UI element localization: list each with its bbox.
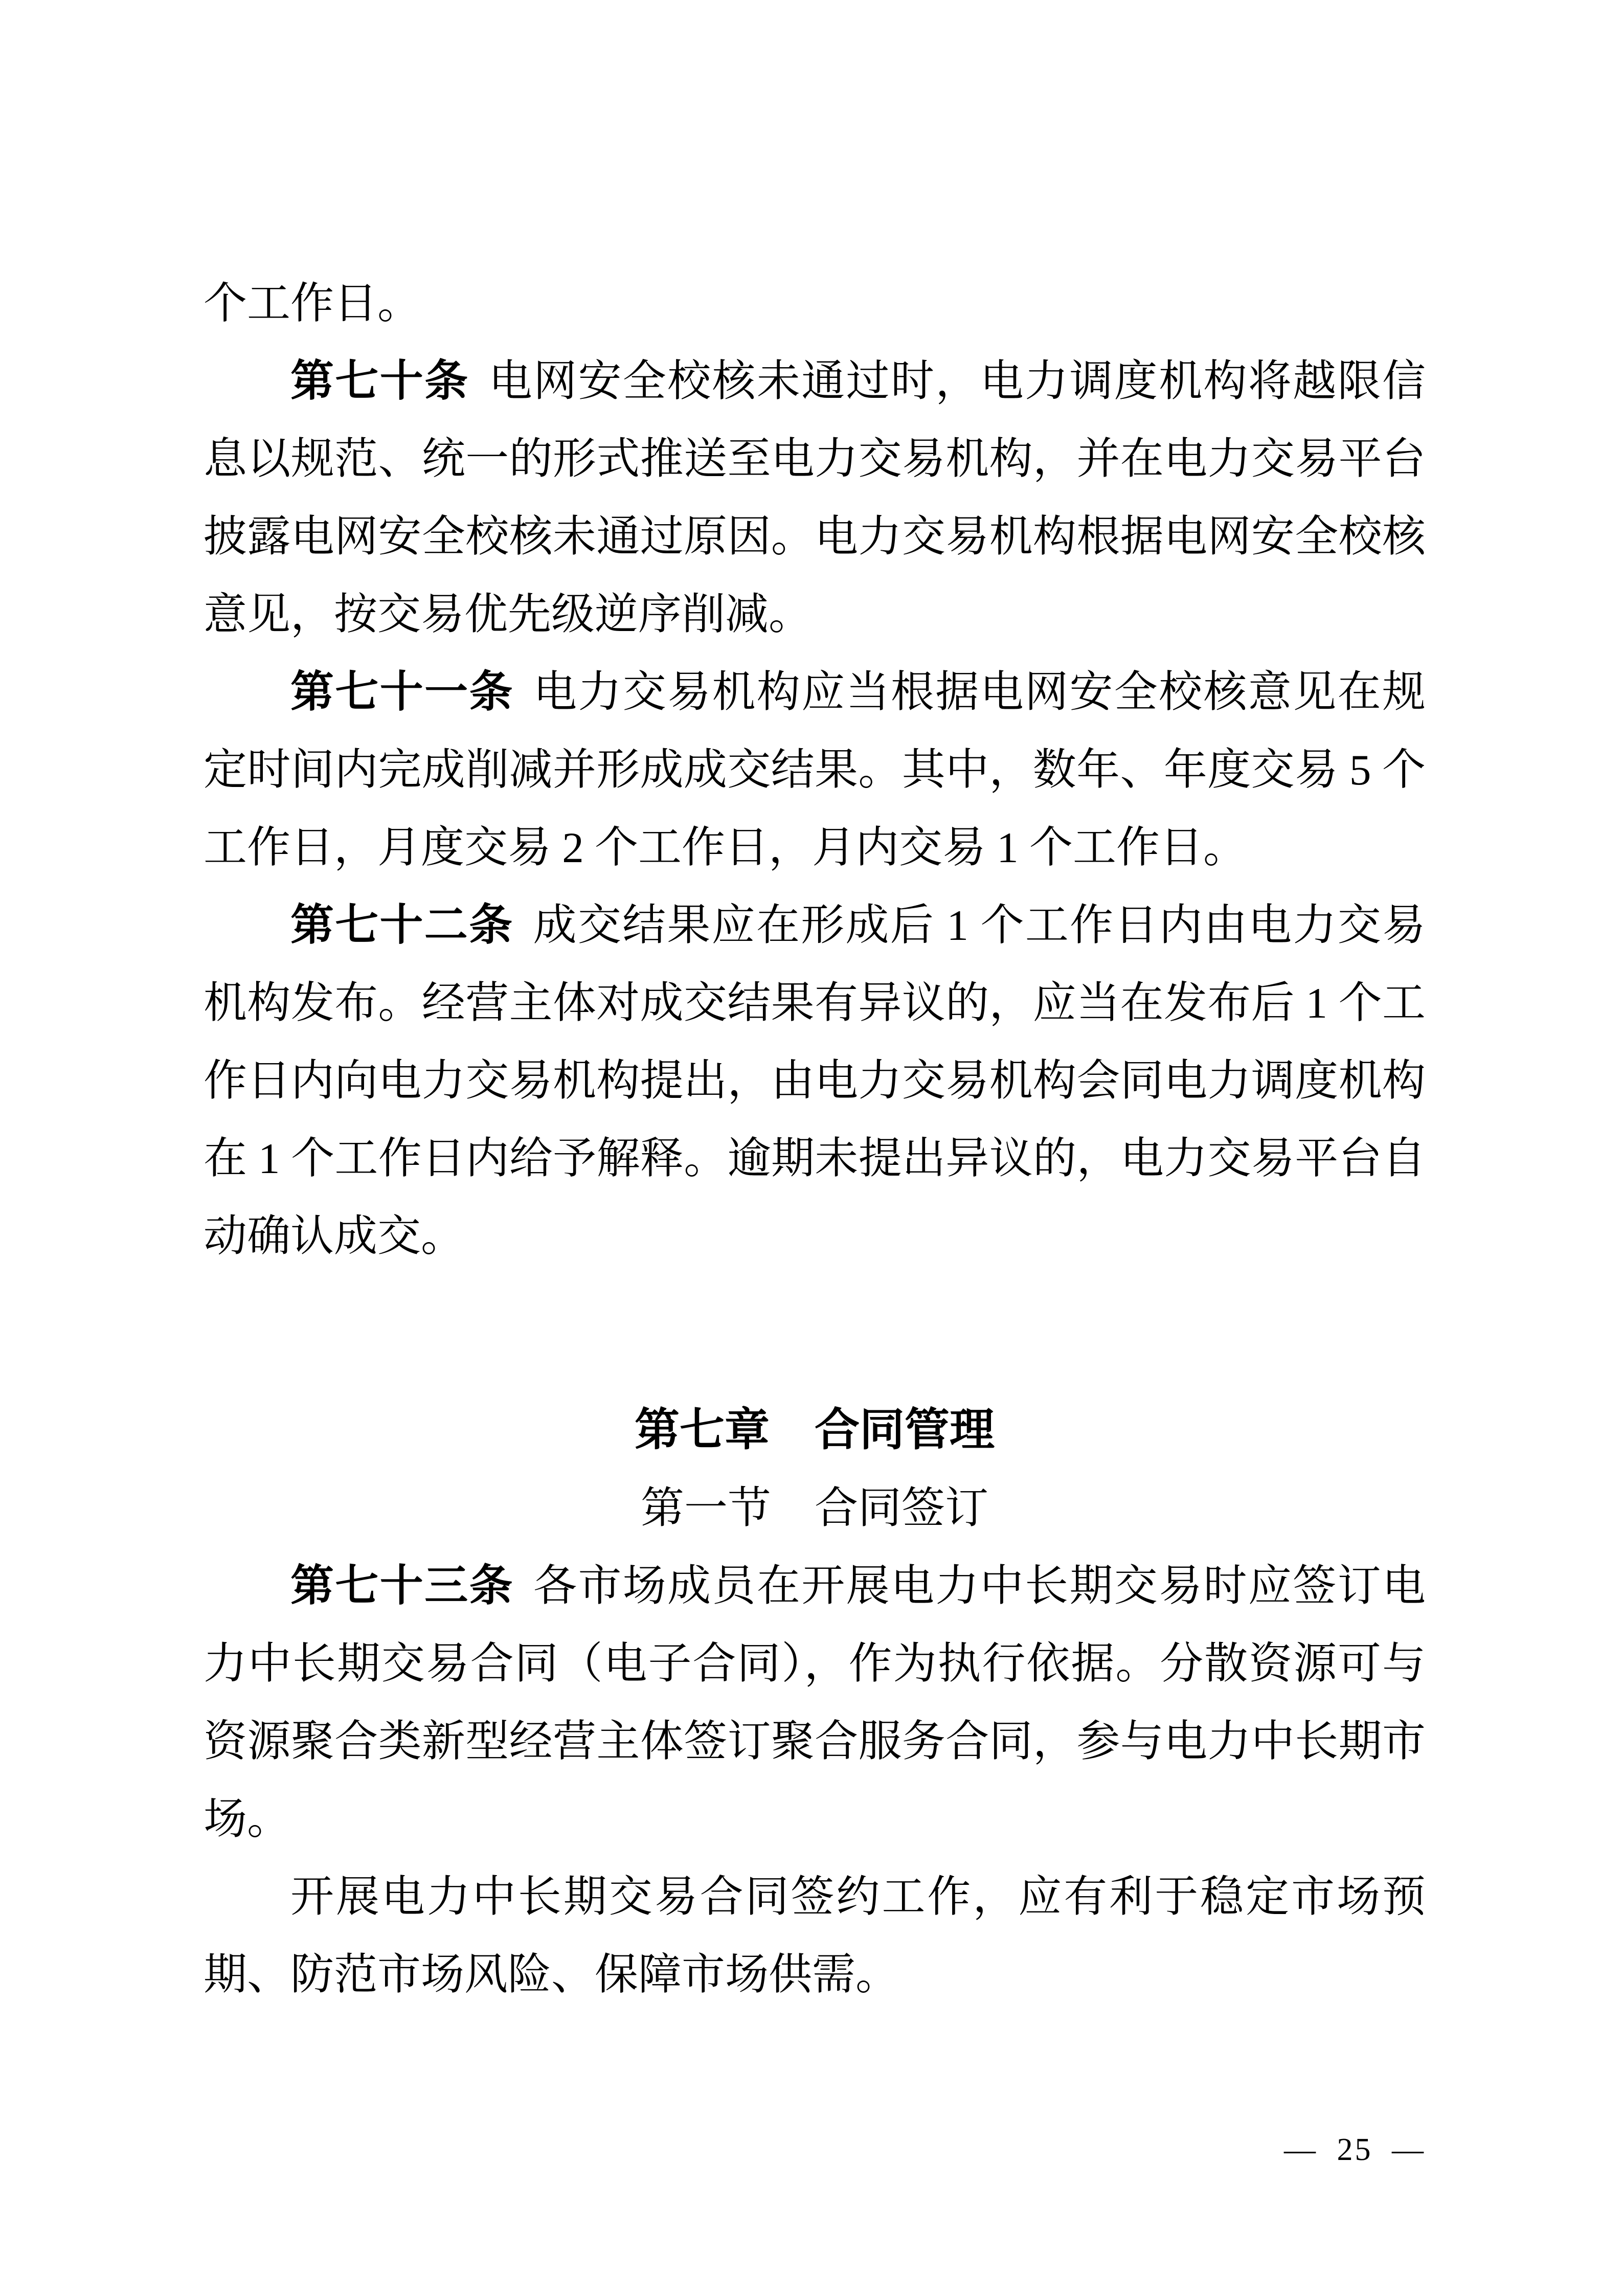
- article-72-label: 第七十二条: [290, 902, 514, 950]
- closing-paragraph: 开展电力中长期交易合同签约工作，应有利于稳定市场预期、防范市场风险、保障市场供需。: [204, 1873, 1426, 1999]
- paragraph-continuation: 个工作日。: [204, 280, 421, 328]
- article-72-text: 成交结果应在形成后 1 个工作日内由电力交易机构发布。经营主体对成交结果有异议的，应当在发布后 1 个工作日内向电力交易机构提出，由电力交易机构会同电力调度机构在 1 个工作日内给予解释。逾期未提出异议的，电力交易平台自动确认成交。: [204, 902, 1426, 1260]
- page-number: — 25 —: [1284, 2132, 1426, 2167]
- article-70-label: 第七十条: [290, 357, 469, 406]
- article-73-paragraph: [204, 1547, 1426, 1858]
- article-71-paragraph: [204, 654, 1426, 887]
- article-71-text: 电力交易机构应当根据电网安全校核意见在规定时间内完成削减并形成成交结果。其中，数年、年度交易 5 个工作日，月度交易 2 个工作日，月内交易 1 个工作日。: [204, 668, 1426, 872]
- article-71-label: 第七十一条: [290, 668, 514, 716]
- article-70-paragraph: [204, 343, 1426, 654]
- section-heading: 第一节 合同签订: [640, 1484, 988, 1533]
- article-73-label: 第七十三条: [290, 1562, 514, 1610]
- article-72-paragraph: [204, 887, 1426, 1275]
- article-73-text: 各市场成员在开展电力中长期交易时应签订电力中长期交易合同（电子合同），作为执行依据。分散资源可与资源聚合类新型经营主体签订聚合服务合同，参与电力中长期市场。: [204, 1562, 1426, 1843]
- article-70-text: 电网安全校核未通过时，电力调度机构将越限信息以规范、统一的形式推送至电力交易机构，并在电力交易平台披露电网安全校核未通过原因。电力交易机构根据电网安全校核意见，按交易优先级逆序削减。: [204, 357, 1426, 639]
- chapter-heading: 第七章 合同管理: [634, 1406, 995, 1455]
- document-body: [204, 265, 1426, 2014]
